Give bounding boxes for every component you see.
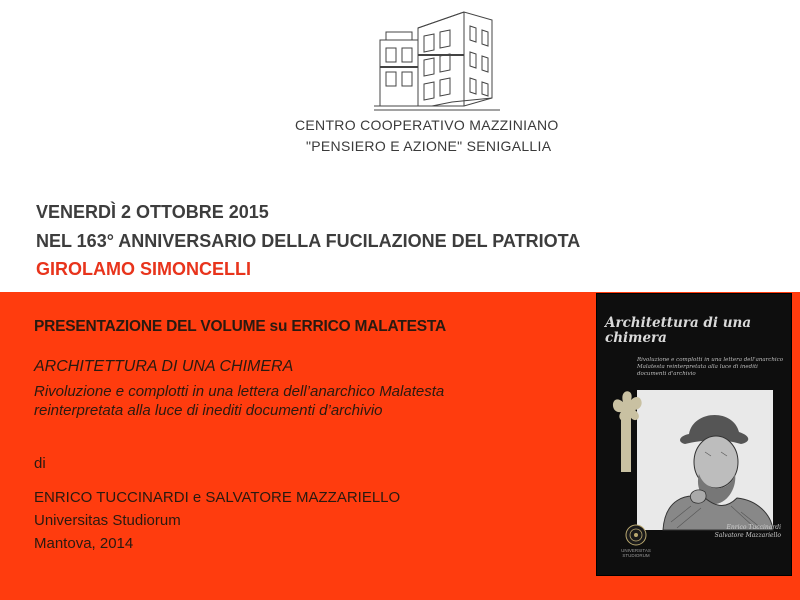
cover-authors: Enrico Tuccinardi Salvatore Mazzariello (714, 524, 781, 539)
by-label: di (34, 455, 46, 472)
cover-subtitle: Rivoluzione e complotti in una lettera dell'anarchico Malatesta reinterpretata alla luce di inediti documenti d'archivio (637, 357, 784, 377)
cover-title: Architettura di una chimera (605, 315, 752, 346)
cover-seal-caption: UNIVERSITAS STUDIORUM (621, 548, 651, 558)
book-title: ARCHITETTURA DI UNA CHIMERA (34, 358, 294, 375)
organization-motto: "PENSIERO E AZIONE" SENIGALLIA (306, 138, 552, 154)
presentation-heading: PRESENTAZIONE DEL VOLUME su ERRICO MALATESTA (34, 318, 447, 335)
book-publisher: Universitas Studiorum (34, 512, 181, 529)
portrait-illustration-icon (601, 382, 787, 532)
book-cover (596, 293, 792, 576)
building-logo-icon (372, 6, 502, 114)
event-date: VENERDÌ 2 OTTOBRE 2015 (36, 202, 269, 222)
event-anniversary: NEL 163° ANNIVERSARIO DELLA FUCILAZIONE DEL PATRIOTA (36, 231, 581, 251)
book-authors: ENRICO TUCCINARDI e SALVATORE MAZZARIELLO (34, 489, 401, 506)
book-place-year: Mantova, 2014 (34, 535, 134, 552)
organization-name: CENTRO COOPERATIVO MAZZINIANO (295, 117, 559, 133)
patriot-name: GIROLAMO SIMONCELLI (36, 259, 251, 279)
book-subtitle: Rivoluzione e complotti in una lettera dell’anarchico Malatesta reinterpretata alla luce di inediti documenti d’archivio (34, 383, 445, 419)
publisher-seal-icon (625, 524, 647, 546)
